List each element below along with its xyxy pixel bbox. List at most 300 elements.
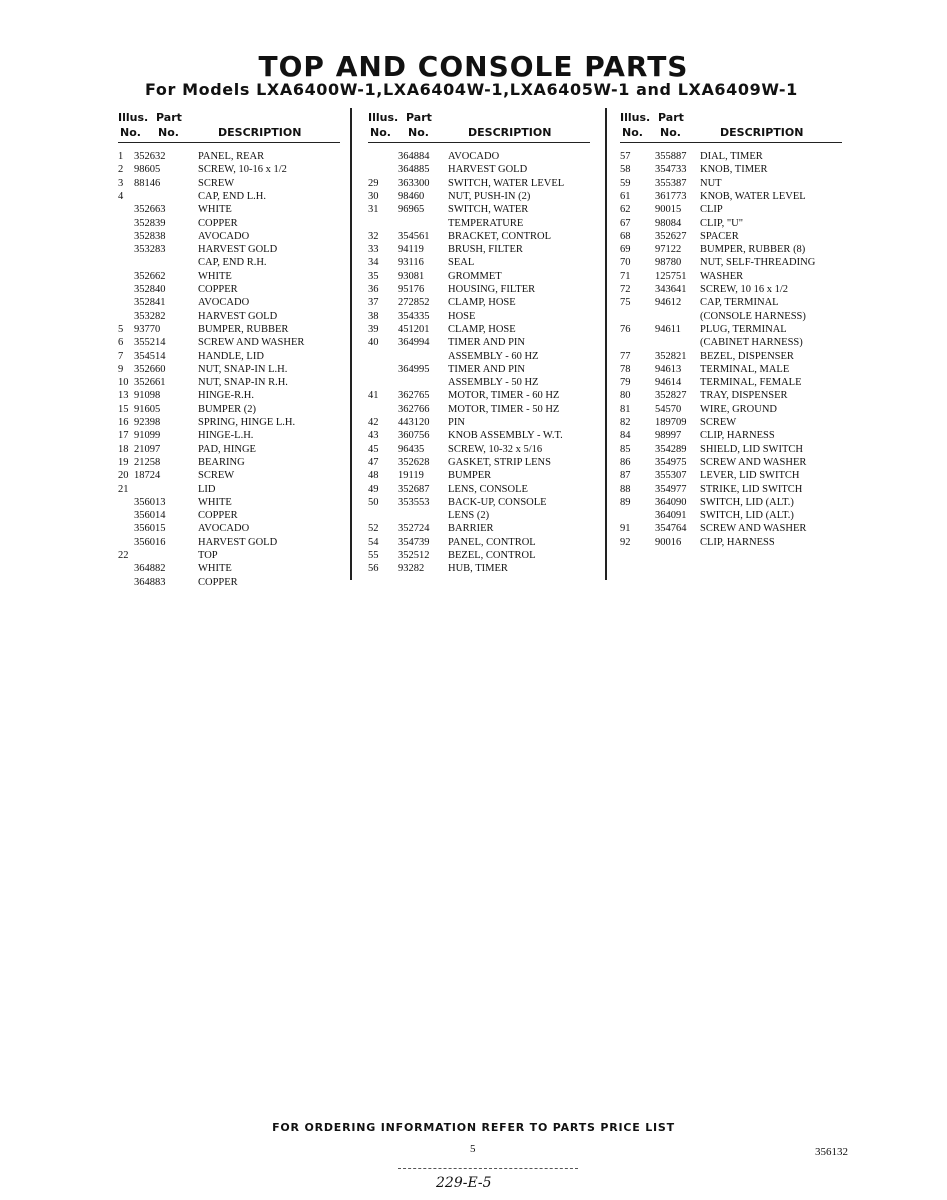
illus-number: 6: [118, 337, 124, 349]
part-description: COPPER: [198, 510, 238, 522]
part-number: 354739: [398, 536, 430, 548]
part-description: SPACER: [700, 230, 739, 242]
part-description: SWITCH, LID (ALT.): [700, 496, 794, 508]
parts-row: [620, 350, 850, 363]
part-description: LEVER, LID SWITCH: [700, 470, 800, 482]
parts-row: [620, 310, 850, 323]
part-number: 98084: [655, 217, 682, 229]
parts-row: [620, 416, 850, 429]
parts-row: [118, 243, 348, 256]
part-description: HANDLE, LID: [198, 350, 264, 362]
illus-number: 57: [620, 151, 631, 162]
part-description: COPPER: [198, 284, 238, 295]
part-number: 364090: [655, 496, 687, 508]
part-number: 352663: [134, 204, 166, 216]
part-description: CAP, END R.H.: [198, 257, 267, 269]
parts-row: [620, 443, 850, 456]
part-number: 94119: [398, 244, 424, 256]
part-number: 352827: [655, 390, 687, 402]
part-number: 352724: [398, 523, 430, 535]
part-number: 354514: [134, 350, 166, 362]
parts-row: [620, 509, 850, 522]
part-number: 352821: [655, 350, 687, 362]
parts-row: [118, 403, 348, 416]
parts-row: [118, 483, 348, 496]
models-subtitle: For Models LXA6400W-1,LXA6404W-1,LXA6405W-1 and LXA6409W-1: [145, 80, 798, 99]
part-description: (CONSOLE HARNESS): [700, 310, 806, 322]
parts-row: [368, 270, 598, 283]
illus-number: 81: [620, 403, 631, 415]
parts-row: [620, 403, 850, 416]
part-description: CLIP, "U": [700, 217, 743, 229]
part-number: 94613: [655, 363, 682, 375]
parts-row: [118, 509, 348, 522]
parts-row: [368, 296, 598, 309]
part-description: HINGE-L.H.: [198, 430, 254, 442]
part-number: 352661: [134, 377, 166, 389]
part-description: TOP: [198, 550, 218, 561]
part-number: 352628: [398, 456, 430, 468]
illus-number: 43: [368, 430, 379, 442]
parts-row: [368, 336, 598, 349]
part-description: SCREW: [198, 177, 235, 189]
parts-row: [368, 363, 598, 376]
parts-row: [368, 256, 598, 269]
part-description: KNOB, TIMER: [700, 164, 768, 176]
column-divider: [605, 108, 607, 580]
part-description: NUT, SNAP-IN R.H.: [198, 377, 288, 389]
part-number: 90016: [655, 536, 682, 548]
parts-row: [118, 203, 348, 216]
part-description: NUT: [700, 177, 722, 189]
illus-number: 71: [620, 270, 631, 282]
illus-number: 10: [118, 377, 129, 389]
illus-number: 77: [620, 350, 631, 362]
parts-row: [620, 522, 850, 535]
parts-row: [118, 217, 348, 230]
part-description: SCREW, 10 16 x 1/2: [700, 284, 788, 295]
part-number: 93282: [398, 563, 425, 575]
illus-number: 7: [118, 350, 124, 362]
part-description: LENS, CONSOLE: [448, 483, 528, 495]
part-description: MOTOR, TIMER - 50 HZ: [448, 403, 560, 415]
header-illus: Illus.: [118, 111, 149, 124]
part-number: 352512: [398, 550, 430, 561]
header-part: Part: [156, 111, 182, 124]
part-number: 19119: [398, 470, 424, 482]
column-divider: [350, 108, 352, 580]
part-number: 352632: [134, 151, 166, 162]
part-number: 354977: [655, 483, 687, 495]
part-description: HUB, TIMER: [448, 563, 508, 575]
part-number: 354733: [655, 164, 687, 176]
parts-row: [118, 363, 348, 376]
part-description: SHIELD, LID SWITCH: [700, 443, 803, 455]
illus-number: 37: [368, 297, 379, 309]
part-description: BARRIER: [448, 523, 494, 535]
part-description: CAP, END L.H.: [198, 190, 266, 202]
parts-row: [620, 429, 850, 442]
illus-number: 80: [620, 390, 631, 402]
parts-row: [368, 509, 598, 522]
illus-number: 18: [118, 443, 129, 455]
part-number: 364994: [398, 337, 430, 349]
parts-row: [368, 163, 598, 176]
part-number: 353553: [398, 496, 430, 508]
part-number: 92398: [134, 417, 161, 428]
parts-row: [118, 190, 348, 203]
parts-row: [368, 562, 598, 575]
parts-row: [368, 323, 598, 336]
part-number: 94611: [655, 323, 681, 335]
part-number: 96435: [398, 443, 425, 455]
part-number: 21258: [134, 456, 161, 468]
illus-number: 2: [118, 164, 124, 176]
part-number: 355214: [134, 337, 166, 349]
parts-row: [368, 443, 598, 456]
illus-number: 31: [368, 204, 379, 216]
parts-row: [118, 456, 348, 469]
illus-number: 91: [620, 523, 631, 535]
part-number: 451201: [398, 323, 430, 335]
header-part-no: No.: [408, 126, 429, 139]
parts-row: [118, 296, 348, 309]
part-description: BRACKET, CONTROL: [448, 230, 552, 242]
part-number: 125751: [655, 270, 687, 282]
parts-row: [620, 190, 850, 203]
part-description: MOTOR, TIMER - 60 HZ: [448, 390, 560, 402]
part-description: SCREW, 10-16 x 1/2: [198, 164, 287, 176]
header-rule: [620, 142, 842, 143]
part-description: LENS (2): [448, 510, 490, 522]
part-number: 353283: [134, 244, 166, 256]
part-description: GASKET, STRIP LENS: [448, 456, 551, 468]
parts-row: [620, 243, 850, 256]
illus-number: 69: [620, 244, 631, 256]
part-description: HARVEST GOLD: [198, 536, 278, 548]
header-part: Part: [406, 111, 432, 124]
illus-number: 55: [368, 550, 379, 561]
part-number: 54570: [655, 403, 682, 415]
parts-row: [118, 350, 348, 363]
parts-row: [118, 562, 348, 575]
part-number: 93770: [134, 323, 161, 335]
part-description: SCREW: [700, 417, 737, 428]
part-description: COPPER: [198, 217, 238, 229]
parts-row: [118, 177, 348, 190]
part-description: TIMER AND PIN: [448, 363, 526, 375]
parts-row: [368, 456, 598, 469]
part-description: AVOCADO: [198, 297, 250, 309]
illus-number: 56: [368, 563, 379, 575]
part-description: CLAMP, HOSE: [448, 323, 516, 335]
illus-number: 34: [368, 257, 379, 269]
illus-number: 92: [620, 536, 631, 548]
part-number: 364995: [398, 363, 430, 375]
part-number: 93116: [398, 257, 424, 269]
part-number: 98997: [655, 430, 682, 442]
part-description: ASSEMBLY - 50 HZ: [448, 377, 539, 389]
parts-row: [620, 256, 850, 269]
illus-number: 82: [620, 417, 631, 428]
part-number: 352660: [134, 363, 166, 375]
header-rule: [118, 142, 340, 143]
header-illus: Illus.: [620, 111, 651, 124]
header-description: DESCRIPTION: [720, 126, 804, 139]
part-number: 360756: [398, 430, 430, 442]
parts-row: [118, 150, 348, 163]
illus-number: 78: [620, 363, 631, 375]
parts-row: [368, 522, 598, 535]
part-description: BUMPER (2): [198, 403, 257, 415]
part-description: WIRE, GROUND: [700, 403, 777, 415]
part-number: 355887: [655, 151, 687, 162]
parts-row: [368, 549, 598, 562]
illus-number: 62: [620, 204, 631, 216]
illus-number: 70: [620, 257, 631, 269]
part-number: 272852: [398, 297, 430, 309]
parts-row: [620, 177, 850, 190]
part-description: BACK-UP, CONSOLE: [448, 496, 547, 508]
illus-number: 75: [620, 297, 631, 309]
header-no: No.: [622, 126, 643, 139]
illus-number: 47: [368, 456, 379, 468]
part-number: 98460: [398, 190, 425, 202]
scan-mark: [398, 1168, 578, 1170]
part-number: 96965: [398, 204, 425, 216]
part-number: 364091: [655, 510, 687, 522]
part-description: TRAY, DISPENSER: [700, 390, 788, 402]
illus-number: 20: [118, 470, 129, 482]
part-description: ASSEMBLY - 60 HZ: [448, 350, 539, 362]
part-description: STRIKE, LID SWITCH: [700, 483, 803, 495]
part-number: 363300: [398, 177, 430, 189]
parts-row: [118, 536, 348, 549]
illus-number: 76: [620, 323, 631, 335]
parts-row: [368, 403, 598, 416]
part-description: NUT, SELF-THREADING: [700, 257, 816, 269]
part-description: PANEL, REAR: [198, 151, 265, 162]
part-number: 356016: [134, 536, 166, 548]
parts-row: [620, 376, 850, 389]
part-description: PLUG, TERMINAL: [700, 323, 787, 335]
illus-number: 21: [118, 483, 129, 495]
part-number: 364885: [398, 164, 430, 176]
illus-number: 22: [118, 550, 129, 561]
parts-row: [118, 163, 348, 176]
part-number: 343641: [655, 284, 687, 295]
parts-row: [620, 270, 850, 283]
part-number: 364883: [134, 576, 166, 588]
header-illus: Illus.: [368, 111, 399, 124]
part-description: SEAL: [448, 257, 475, 269]
part-description: HARVEST GOLD: [198, 244, 278, 256]
part-description: CLAMP, HOSE: [448, 297, 516, 309]
part-description: CLIP, HARNESS: [700, 430, 775, 442]
part-description: DIAL, TIMER: [700, 151, 763, 162]
parts-row: [368, 190, 598, 203]
part-description: CAP, TERMINAL: [700, 297, 779, 309]
illus-number: 48: [368, 470, 379, 482]
part-number: 356014: [134, 510, 166, 522]
parts-row: [368, 469, 598, 482]
page-number: 5: [470, 1143, 476, 1155]
part-description: BEZEL, DISPENSER: [700, 350, 794, 362]
parts-row: [368, 230, 598, 243]
part-description: SCREW AND WASHER: [700, 456, 807, 468]
parts-row: [368, 416, 598, 429]
parts-row: [620, 496, 850, 509]
part-description: SCREW: [198, 470, 235, 482]
parts-row: [368, 310, 598, 323]
header-rule: [368, 142, 590, 143]
header-description: DESCRIPTION: [468, 126, 552, 139]
illus-number: 67: [620, 217, 631, 229]
parts-row: [118, 310, 348, 323]
part-number: 91098: [134, 390, 161, 402]
part-description: AVOCADO: [448, 151, 500, 162]
part-number: 362765: [398, 390, 430, 402]
part-description: SWITCH, WATER: [448, 204, 529, 216]
part-number: 189709: [655, 417, 687, 428]
part-description: WHITE: [198, 496, 232, 508]
parts-row: [118, 416, 348, 429]
illus-number: 1: [118, 151, 124, 162]
parts-row: [620, 363, 850, 376]
part-number: 356013: [134, 496, 166, 508]
part-description: BUMPER: [448, 470, 492, 482]
illus-number: 30: [368, 190, 379, 202]
parts-row: [118, 469, 348, 482]
part-number: 352840: [134, 284, 166, 295]
parts-row: [620, 163, 850, 176]
part-description: (CABINET HARNESS): [700, 337, 803, 349]
illus-number: 88: [620, 483, 631, 495]
header-part-no: No.: [158, 126, 179, 139]
parts-row: [118, 283, 348, 296]
part-number: 94614: [655, 377, 682, 389]
part-description: BUMPER, RUBBER: [198, 323, 289, 335]
part-number: 88146: [134, 177, 161, 189]
illus-number: 9: [118, 363, 124, 375]
illus-number: 5: [118, 323, 124, 335]
illus-number: 42: [368, 417, 379, 428]
part-description: HINGE-R.H.: [198, 390, 254, 402]
part-description: CLIP: [700, 204, 723, 216]
illus-number: 39: [368, 323, 379, 335]
illus-number: 89: [620, 496, 631, 508]
illus-number: 68: [620, 230, 631, 242]
illus-number: 86: [620, 456, 631, 468]
parts-row: [118, 270, 348, 283]
parts-row: [118, 443, 348, 456]
part-number: 352687: [398, 483, 430, 495]
parts-row: [118, 336, 348, 349]
parts-row: [368, 283, 598, 296]
illus-number: 4: [118, 190, 124, 202]
illus-number: 54: [368, 536, 379, 548]
parts-row: [620, 536, 850, 549]
part-description: WHITE: [198, 563, 232, 575]
part-number: 98605: [134, 164, 161, 176]
part-number: 90015: [655, 204, 682, 216]
part-number: 364882: [134, 563, 166, 575]
illus-number: 36: [368, 284, 379, 295]
part-description: TERMINAL, MALE: [700, 363, 790, 375]
part-number: 94612: [655, 297, 682, 309]
part-description: BRUSH, FILTER: [448, 244, 523, 256]
part-number: 21097: [134, 443, 161, 455]
part-description: GROMMET: [448, 270, 502, 282]
illus-number: 58: [620, 164, 631, 176]
part-number: 355387: [655, 177, 687, 189]
parts-row: [368, 150, 598, 163]
illus-number: 33: [368, 244, 379, 256]
part-description: NUT, PUSH-IN (2): [448, 190, 531, 202]
illus-number: 19: [118, 456, 129, 468]
part-description: WASHER: [700, 270, 744, 282]
parts-row: [118, 522, 348, 535]
part-description: SCREW, 10-32 x 5/16: [448, 443, 543, 455]
parts-row: [620, 323, 850, 336]
parts-row: [118, 323, 348, 336]
parts-row: [118, 496, 348, 509]
parts-row: [620, 150, 850, 163]
parts-row: [118, 576, 348, 589]
illus-number: 3: [118, 177, 124, 189]
parts-row: [118, 389, 348, 402]
part-description: SCREW AND WASHER: [198, 337, 305, 349]
illus-number: 29: [368, 177, 379, 189]
part-number: 361773: [655, 190, 687, 202]
part-description: BUMPER, RUBBER (8): [700, 244, 806, 256]
part-number: 362766: [398, 403, 430, 415]
parts-row: [368, 350, 598, 363]
parts-row: [368, 389, 598, 402]
part-description: SCREW AND WASHER: [700, 523, 807, 535]
part-description: SWITCH, WATER LEVEL: [448, 177, 565, 189]
parts-row: [118, 376, 348, 389]
parts-row: [118, 429, 348, 442]
illus-number: 59: [620, 177, 631, 189]
parts-row: [368, 429, 598, 442]
illus-number: 79: [620, 377, 631, 389]
part-description: LID: [198, 483, 216, 495]
part-description: WHITE: [198, 270, 232, 282]
part-description: TEMPERATURE: [448, 217, 524, 229]
part-number: 364884: [398, 151, 430, 162]
part-description: CLIP, HARNESS: [700, 536, 775, 548]
part-number: 356015: [134, 523, 166, 535]
illus-number: 52: [368, 523, 379, 535]
part-description: HOUSING, FILTER: [448, 284, 536, 295]
illus-number: 87: [620, 470, 631, 482]
parts-row: [368, 496, 598, 509]
part-number: 354975: [655, 456, 687, 468]
part-number: 352627: [655, 230, 687, 242]
part-number: 18724: [134, 470, 161, 482]
illus-number: 32: [368, 230, 379, 242]
parts-row: [620, 469, 850, 482]
part-description: TERMINAL, FEMALE: [700, 377, 802, 389]
part-number: 91099: [134, 430, 161, 442]
parts-row: [118, 549, 348, 562]
part-description: AVOCADO: [198, 230, 250, 242]
illus-number: 50: [368, 496, 379, 508]
part-description: SWITCH, LID (ALT.): [700, 510, 794, 522]
part-description: NUT, SNAP-IN L.H.: [198, 363, 288, 375]
part-number: 98780: [655, 257, 682, 269]
